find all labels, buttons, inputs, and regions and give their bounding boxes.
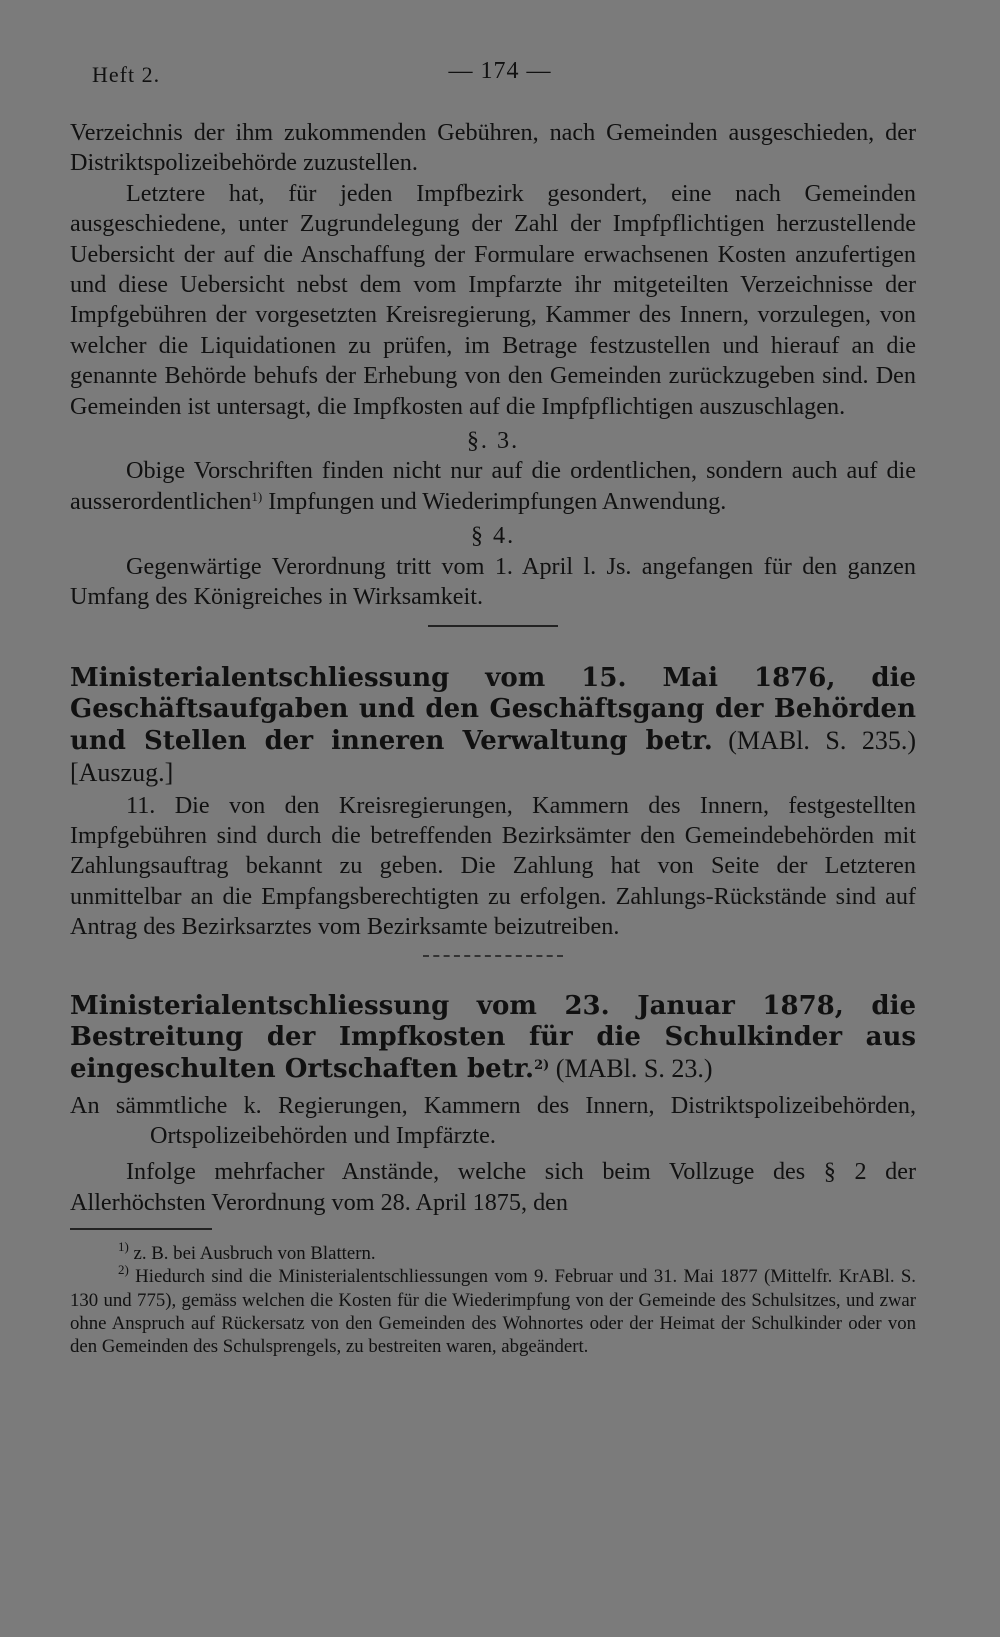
footnote-1-mark: 1) [118,1239,129,1255]
footnote-rule [70,1228,212,1230]
section-3-mark: §. 3. [466,427,520,455]
section1-reference: (MABl. S. 235.) [Auszug.] [70,725,916,787]
footnote-1 [70,1239,916,1265]
running-head [92,58,908,94]
footnote-ref-1: 1) [251,488,263,504]
footnote-2-text: Hiedurch sind die Ministerialentschliessungen vom 9. Februar und 31. Mai 1877 (Mittelfr. KrABl. S. 130 und 775), gemäss welchen die Kosten für die Wiederimpfung von der Gemeinde des Schulsitzes, und zwar ohne Anspruch auf Rückersatz von den Gemeinden des Wohnortes oder der Heimat der Schulkinder oder von den Gemeinden des Schulsprengels, zu bestreiten waren, abgeändert. [70,1266,916,1357]
section2-heading [70,991,916,1085]
section2-reference: (MABl. S. 23.) [549,1053,713,1083]
paragraph-section-3 [70,456,916,517]
section-4-mark: § 4. [470,522,516,550]
footnote-ref-2: 2) [534,1057,550,1073]
section2-address: An sämmtliche k. Regierungen, Kammern des Innern, Distriktspolizeibehörden, Ortspolizeibehörden und Impfärzte. [70,1091,916,1149]
section1-heading [70,663,916,789]
issue-label: Heft 2. [92,62,161,87]
page-number: — 174 — [448,58,552,84]
section2-paragraph: Infolge mehrfacher Anstände, welche sich beim Vollzuge des § 2 der Allerhöchsten Verordnung vom 28. April 1875, den [70,1158,916,1216]
section1-paragraph-11: 11. Die von den Kreisregierungen, Kammern des Innern, festgestellten Impfgebühren sind durch die betreffenden Bezirksämter den Gemeindebehörden mit Zahlungsauftrag bekannt zu geben. Die Zahlung hat von Seite der Letzteren unmittelbar an die Empfangsberechtigten zu erfolgen. Zahlungs-Rückstände sind auf Antrag des Bezirksarztes vom Bezirksamte beizutreiben. [70,791,916,941]
section2-title: Ministerialentschliessung vom 23. Januar 1878, die Bestreitung der Impfkosten für die Schulkinder aus eingeschulten Ortschaften betr. [70,990,916,1084]
divider-dashed-rule [423,955,563,957]
paragraph-section-4: Gegenwärtige Verordnung tritt vom 1. April l. Js. angefangen für den ganzen Umfang des Königreiches in Wirksamkeit. [70,552,916,611]
footnote-2 [70,1262,916,1358]
section-3-text-b: Impfungen und Wiederimpfungen Anwendung. [262,487,727,515]
paragraph-letztere: Letztere hat, für jeden Impfbezirk gesondert, eine nach Gemeinden ausgeschiedene, unter Zugrundelegung der Zahl der Impfpflichtigen herzustellende Uebersicht der auf die Anschaffung der Formulare erwachsenen Kosten anzufertigen und diese Uebersicht nebst dem vom Impfarzte ihr mitgeteilten Verzeichnisse der Impfgebühren der vorgesetzten Kreisregierung, Kammer des Innern, vorzulegen, von welcher die Liquidationen zu prüfen, im Betrage festzustellen und hierauf an die genannte Behörde behufs der Erhebung von den Gemeinden zurückzugeben sind. Den Gemeinden ist untersagt, die Impfkosten auf die Impfpflichtigen auszuschlagen. [70,179,916,420]
footnote-1-text: z. B. bei Ausbruch von Blattern. [128,1243,376,1265]
divider-rule [428,625,558,627]
page-body [70,118,916,1358]
section1-title: Ministerialentschliessung vom 15. Mai 1876, die Geschäftsaufgaben und den Geschäftsgang der Behörden und Stellen der inneren Verwaltung betr. [70,662,916,756]
footnote-2-mark: 2) [118,1262,129,1278]
paragraph-continuation: Verzeichnis der ihm zukommenden Gebühren, nach Gemeinden ausgeschieden, der Distriktspolizeibehörde zuzustellen. [70,119,916,177]
section-3-text-a: Obige Vorschriften finden nicht nur auf die ordentlichen, sondern auch auf die ausserordentlichen [70,457,916,515]
